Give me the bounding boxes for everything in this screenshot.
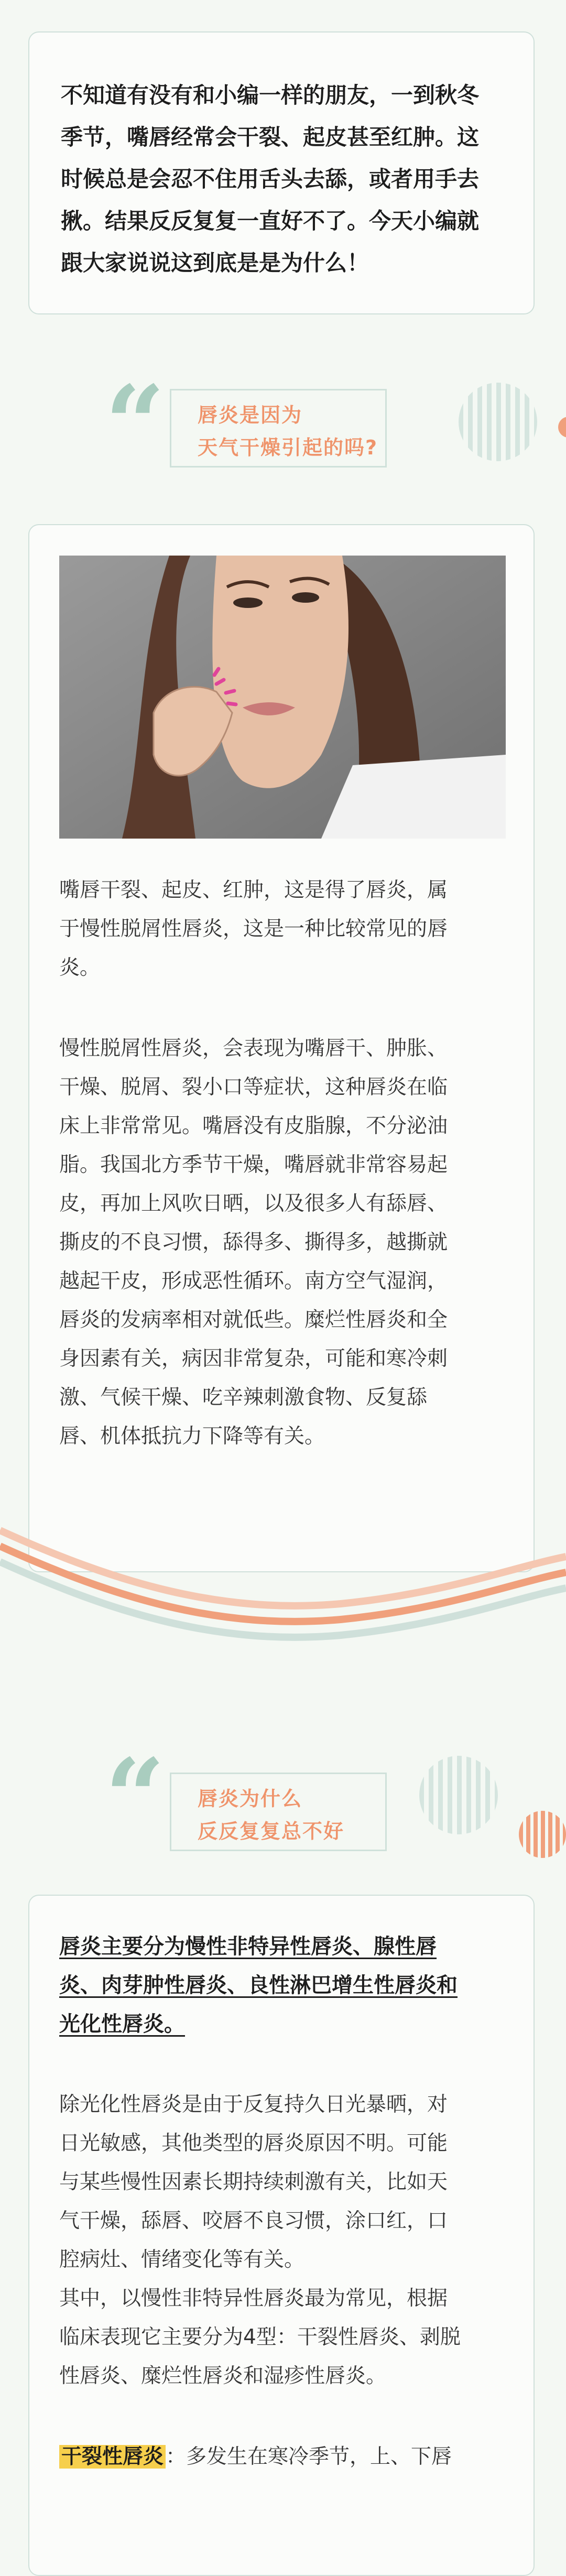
section1-para2-line: 唇、机体抵抗力下降等有关。 <box>59 1425 325 1448</box>
section1-title-line2: 天气干燥引起的吗? <box>198 436 378 459</box>
section2-title-line1: 唇炎为什么 <box>198 1787 303 1810</box>
highlight-rest-text: ：多发生在寒冷季节，上、下唇 <box>166 2445 452 2469</box>
section2-title-line2: 反反复复总不好 <box>198 1820 345 1843</box>
section2-bold-line: 光化性唇炎。 <box>59 2012 185 2036</box>
section1-heading <box>0 363 566 486</box>
section2-para-line: 气干燥，舔唇、咬唇不良习惯，涂口红，口 <box>59 2209 448 2233</box>
section2-title-box <box>170 1773 387 1851</box>
section2-bold-line: 唇炎主要分为慢性非特异性唇炎、腺性唇 <box>59 1934 437 1959</box>
intro-line: 不知道有没有和小编一样的朋友，一到秋冬 <box>61 82 480 108</box>
section2-para-line: 其中，以慢性非特异性唇炎最为常见，根据 <box>59 2287 448 2310</box>
intro-line: 跟大家说说这到底是是为什么！ <box>61 250 369 276</box>
striped-circle-decoration <box>419 1756 498 1834</box>
section1-para2-line: 越起干皮，形成恶性循环。南方空气湿润， <box>59 1269 448 1293</box>
section1-para2-line: 干燥、脱屑、裂小口等症状，这种唇炎在临 <box>59 1075 448 1099</box>
wave-stripes-decoration <box>0 1509 566 1677</box>
section1-para1-line: 嘴唇干裂、起皮、红肿，这是得了唇炎，属 <box>59 878 448 902</box>
section2-para-line: 腔病灶、情绪变化等有关。 <box>59 2248 305 2271</box>
quote-mark-icon: “ <box>105 1736 166 1859</box>
section1-title-box <box>170 389 387 468</box>
lip-peeling-illustration <box>59 556 506 839</box>
section2-heading <box>0 1736 566 1866</box>
section1-para2-line: 身因素有关，病因非常复杂，可能和寒冷刺 <box>59 1347 448 1371</box>
section2-para-line: 临床表现它主要分为4型：干裂性唇炎、剥脱 <box>59 2325 461 2349</box>
section2-para-line: 除光化性唇炎是由于反复持久日光暴晒，对 <box>59 2093 448 2116</box>
intro-card <box>28 31 535 314</box>
section1-para2-line: 激、气候干燥、吃辛辣刺激食物、反复舔 <box>59 1386 428 1409</box>
intro-line: 揪。结果反反复复一直好不了。今天小编就 <box>61 208 480 234</box>
section2-highlight-line <box>59 2438 504 2476</box>
section1-para2-line: 唇炎的发病率相对就低些。糜烂性唇炎和全 <box>59 1308 448 1332</box>
section1-para2-line: 撕皮的不良习惯，舔得多、撕得多，越撕就 <box>59 1231 448 1254</box>
orange-dot-decoration <box>519 1811 566 1858</box>
intro-line: 季节，嘴唇经常会干裂、起皮甚至红肿。这 <box>61 124 480 150</box>
section1-para2-line: 脂。我国北方季节干燥，嘴唇就非常容易起 <box>59 1153 448 1177</box>
section1-para2-line: 慢性脱屑性唇炎，会表现为嘴唇干、肿胀、 <box>59 1037 448 1060</box>
quote-mark-icon: “ <box>105 363 166 486</box>
orange-dot-decoration <box>558 417 566 438</box>
section1-card <box>28 524 535 1572</box>
section1-para1-line: 炎。 <box>59 956 101 980</box>
section1-para2-line: 皮，再加上风吹日晒，以及很多人有舔唇、 <box>59 1192 448 1215</box>
striped-circle-decoration <box>459 383 537 461</box>
section1-para1-line: 于慢性脱屑性唇炎，这是一种比较常见的唇 <box>59 917 448 941</box>
highlighted-term: 干裂性唇炎 <box>59 2445 166 2469</box>
section1-title-line1: 唇炎是因为 <box>198 404 303 427</box>
section2-para-line: 性唇炎、糜烂性唇炎和湿疹性唇炎。 <box>59 2364 387 2388</box>
section2-bold-line: 炎、肉芽肿性唇炎、良性淋巴增生性唇炎和 <box>59 1973 458 1997</box>
section2-para-line: 与某些慢性因素长期持续刺激有关，比如天 <box>59 2170 448 2194</box>
section1-para2-line: 床上非常常见。嘴唇没有皮脂腺，不分泌油 <box>59 1114 448 1138</box>
section2-card <box>28 1895 535 2576</box>
section2-para-line: 日光敏感，其他类型的唇炎原因不明。可能 <box>59 2132 448 2155</box>
intro-line: 时候总是会忍不住用舌头去舔，或者用手去 <box>61 166 480 192</box>
